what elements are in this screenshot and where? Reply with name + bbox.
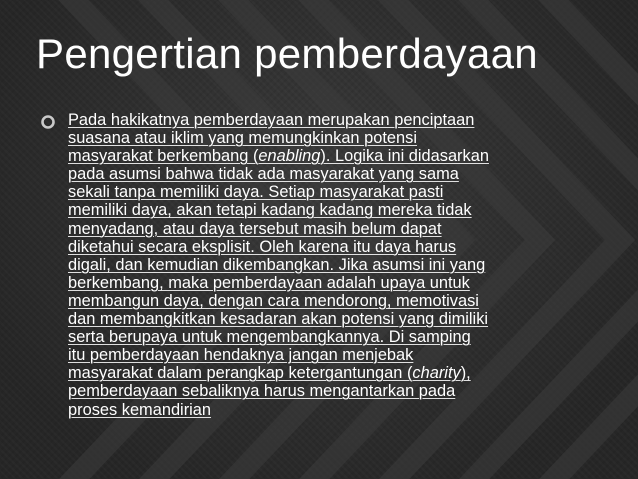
paragraph-line (68, 310, 588, 328)
italic-term: enabling (258, 147, 321, 166)
text-segment: berkembang, maka pemberdayaan adalah upaya untuk (68, 273, 470, 292)
text-segment: diketahui secara eksplisit. Oleh karena itu daya harus (68, 237, 457, 256)
text-segment: dan membangkitkan kesadaran akan potensi yang dimiliki (68, 310, 489, 329)
paragraph-line (68, 382, 588, 400)
paragraph-line (68, 328, 588, 346)
text-segment: itu pemberdayaan hendaknya jangan menjebak (68, 346, 414, 365)
text-segment: pada asumsi bahwa tidak ada masyarakat yang sama (68, 165, 459, 184)
paragraph-line (68, 401, 588, 419)
text-segment: ). Logika ini didasarkan (320, 147, 489, 166)
paragraph-line (68, 220, 588, 238)
text-segment: proses kemandirian (68, 400, 212, 419)
text-segment: membangun daya, dengan cara mendorong, memotivasi (68, 291, 479, 310)
paragraph-line (68, 111, 588, 129)
text-segment: masyarakat berkembang ( (68, 147, 259, 166)
paragraph-line (68, 346, 588, 364)
paragraph-line (68, 129, 588, 147)
paragraph-line (68, 364, 588, 382)
slide-title: Pengertian pemberdayaan (36, 30, 538, 77)
text-segment: digali, dan kemudian dikembangkan. Jika asumsi ini yang (68, 255, 486, 274)
paragraph-line (68, 201, 588, 219)
paragraph-line (68, 256, 588, 274)
text-segment: suasana atau iklim yang memungkinkan potensi (68, 129, 417, 148)
paragraph-line (68, 292, 588, 310)
paragraph-line (68, 183, 588, 201)
text-segment: ), (460, 364, 471, 383)
body-paragraph (68, 111, 588, 419)
paragraph-line (68, 165, 588, 183)
text-segment: sekali tanpa memiliki daya. Setiap masyarakat pasti (68, 183, 444, 202)
paragraph-line (68, 274, 588, 292)
text-segment: Pada hakikatnya pemberdayaan merupakan penciptaan (68, 111, 475, 129)
text-segment: masyarakat dalam perangkap ketergantungan ( (68, 364, 413, 383)
text-segment: serta berupaya untuk mengembangkannya. Di samping (68, 328, 471, 347)
paragraph-line (68, 147, 588, 165)
text-segment: memiliki daya, akan tetapi kadang kadang mereka tidak (68, 201, 472, 220)
text-segment: menyadang, atau daya tersebut masih belum dapat (68, 219, 442, 238)
paragraph-line (68, 238, 588, 256)
italic-term: charity (412, 364, 461, 383)
circle-ring-bullet-icon (40, 114, 56, 130)
text-segment: pemberdayaan sebaliknya harus mengantarkan pada (68, 382, 456, 401)
